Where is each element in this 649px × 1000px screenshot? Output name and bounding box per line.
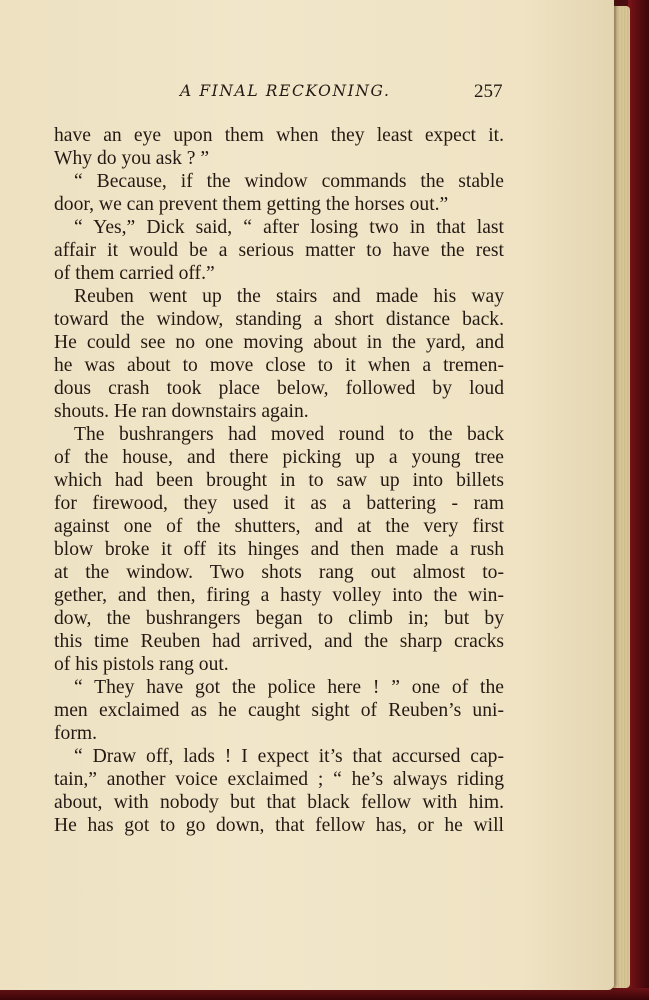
running-head-title: A FINAL RECKONING. (180, 82, 391, 100)
text-line: at the window. Two shots rang out almost to- (54, 562, 504, 583)
text-line: “ Because, if the window commands the stable (74, 171, 504, 192)
text-line: “ Draw off, lads ! I expect it’s that accursed cap- (74, 746, 504, 767)
text-line: men exclaimed as he caught sight of Reuben’s uni- (54, 700, 504, 721)
text-line: this time Reuben had arrived, and the sharp cracks (54, 631, 504, 652)
text-line: dow, the bushrangers began to climb in; but by (54, 608, 504, 629)
text-line: shouts. He ran downstairs again. (54, 401, 309, 422)
text-line: of them carried off.” (54, 263, 215, 284)
text-line: affair it would be a serious matter to have the rest (54, 240, 504, 261)
text-line: form. (54, 723, 97, 744)
text-line: against one of the shutters, and at the very first (54, 516, 504, 537)
text-line: about, with nobody but that black fellow with him. (54, 792, 504, 813)
text-line: toward the window, standing a short distance back. (54, 309, 504, 330)
text-line: Reuben went up the stairs and made his way (74, 286, 504, 307)
text-line: Why do you ask ? ” (54, 148, 210, 169)
text-line: have an eye upon them when they least expect it. (54, 125, 504, 146)
text-line: which had been brought in to saw up into billets (54, 470, 504, 491)
body-text (54, 124, 504, 837)
page-number: 257 (474, 81, 503, 102)
text-line: of the house, and there picking up a young tree (54, 447, 504, 468)
text-line: He could see no one moving about in the yard, and (54, 332, 504, 353)
text-line: door, we can prevent them getting the horses out.” (54, 194, 449, 215)
page-edges (612, 6, 630, 988)
text-line: “ They have got the police here ! ” one of the (74, 677, 504, 698)
text-line: for firewood, they used it as a battering - ram (54, 493, 504, 514)
text-line: he was about to move close to it when a tremen- (54, 355, 504, 376)
running-head (54, 82, 504, 110)
text-line: He has got to go down, that fellow has, or he will (54, 815, 504, 836)
text-line: The bushrangers had moved round to the back (74, 424, 504, 445)
book-cover-edge (628, 0, 649, 1000)
text-line: tain,” another voice exclaimed ; “ he’s always riding (54, 769, 504, 790)
text-line: of his pistols rang out. (54, 654, 229, 675)
text-line: “ Yes,” Dick said, “ after losing two in that last (74, 217, 504, 238)
text-line: dous crash took place below, followed by loud (54, 378, 504, 399)
text-line: gether, and then, firing a hasty volley into the win- (54, 585, 504, 606)
text-line: blow broke it off its hinges and then made a rush (54, 539, 504, 560)
